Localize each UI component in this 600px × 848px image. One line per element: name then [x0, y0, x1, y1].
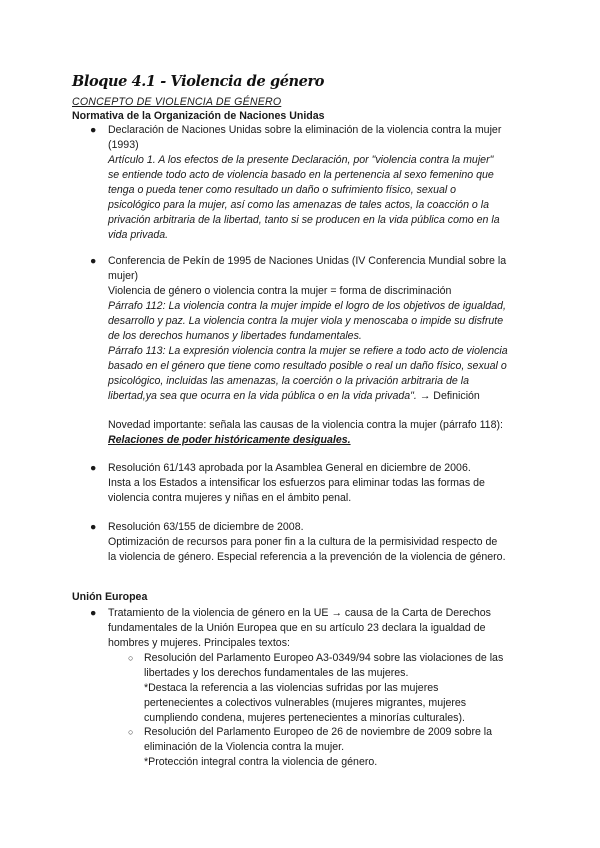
sub-bullet-icon: ○ [128, 653, 134, 663]
bullet-icon: ● [90, 124, 97, 136]
ue-sub-item-1 [144, 651, 503, 726]
text-line [108, 389, 508, 404]
text-line: Tratamiento de la violencia de género en la UE → causa de la Carta de Derechos [108, 607, 491, 619]
novedad-emphasis: Relaciones de poder históricamente desiguales. [108, 434, 351, 446]
paragraph-text: Párrafo 112: La violencia contra la mujer impide el logro de los objetivos de igualdad, [108, 300, 506, 312]
ue-item-1 [108, 606, 491, 651]
onu-item-2 [108, 254, 508, 448]
onu-item-1 [108, 123, 501, 243]
text-line: *Destaca la referencia a las violencias sufridas por las mujeres [144, 682, 439, 694]
article-1-text: se entiende todo acto de violencia basado en la pertenencia al sexo femenino que [108, 169, 494, 181]
text-line: la violencia de género. Especial referencia a la prevención de la violencia de género. [108, 551, 506, 563]
text-line: Resolución del Parlamento Europeo de 26 de noviembre de 2009 sobre la [144, 726, 493, 738]
article-1-text: privación arbitraria de la libertad, tanto si se producen en la vida pública como en la [108, 214, 500, 226]
text-line: hombres y mujeres. Principales textos: [108, 637, 290, 649]
text-line: libertades y los derechos fundamentales de las mujeres. [144, 667, 409, 679]
text-line: Resolución del Parlamento Europeo A3-0349/94 sobre las violaciones de las [144, 652, 504, 664]
text-line: Resolución 61/143 aprobada por la Asamblea General en diciembre de 2006. [108, 462, 471, 474]
text-line: Violencia de género o violencia contra la mujer = forma de discriminación [108, 285, 452, 297]
text-line: fundamentales de la Unión Europea que en su artículo 23 declara la igualdad de [108, 622, 486, 634]
onu-item-3 [108, 461, 485, 506]
text-line: *Protección integral contra la violencia de género. [144, 756, 378, 768]
ue-section-heading: Unión Europea [72, 591, 148, 603]
text-line: mujer) [108, 270, 139, 282]
article-1-text: tenga o pueda tener como resultado un daño o sufrimiento físico, sexual o [108, 184, 457, 196]
page-title: Bloque 4.1 - Violencia de género [72, 73, 325, 90]
bullet-icon: ● [90, 521, 97, 533]
bullet-icon: ● [90, 255, 97, 267]
paragraph-text: libertad,ya sea que ocurra en la vida pública o en la vida privada". [108, 390, 417, 402]
article-1-text: vida privada. [108, 229, 169, 241]
paragraph-text: Párrafo 113: La expresión violencia contra la mujer se refiere a todo acto de violencia [108, 345, 508, 357]
ue-sub-item-2 [144, 725, 492, 770]
text-line: violencia contra mujeres y niñas en el ámbito penal. [108, 492, 352, 504]
article-1-text: Artículo 1. A los efectos de la presente Declaración, por "violencia contra la mujer" [108, 154, 494, 166]
bullet-icon: ● [90, 607, 97, 619]
paragraph-text: de los derechos humanos y libertades fundamentales. [108, 330, 362, 342]
article-1-text: psicológico para la mujer, así como las amenazas de tales actos, la coacción o la [108, 199, 489, 211]
text-line: eliminación de la Violencia contra la mujer. [144, 741, 345, 753]
text-line: Declaración de Naciones Unidas sobre la eliminación de la violencia contra la mujer [108, 124, 502, 136]
onu-item-4 [108, 520, 506, 565]
paragraph-text: desarrollo y paz. La violencia contra la mujer viola y menoscaba o impide su disfrute [108, 315, 504, 327]
paragraph-text: psicológico, incluidas las amenazas, la coerción o la privación arbitraria de la [108, 375, 469, 387]
text-line: Resolución 63/155 de diciembre de 2008. [108, 521, 304, 533]
text-line: (1993) [108, 139, 139, 151]
sub-bullet-icon: ○ [128, 727, 134, 737]
spacer [108, 404, 508, 418]
bullet-icon: ● [90, 462, 97, 474]
text-line: Conferencia de Pekín de 1995 de Naciones Unidas (IV Conferencia Mundial sobre la [108, 255, 507, 267]
onu-section-heading: Normativa de la Organización de Naciones Unidas [72, 110, 325, 122]
paragraph-text: basado en el género que tiene como resultado posible o real un daño físico, sexual o [108, 360, 507, 372]
text-line: pertenecientes a colectivos vulnerables (mujeres migrantes, mujeres [144, 697, 467, 709]
novedad-text: Novedad importante: señala las causas de la violencia contra la mujer (párrafo 118): [108, 419, 503, 431]
definition-note: → Definición [416, 390, 480, 402]
text-line: Insta a los Estados a intensificar los esfuerzos para eliminar todas las formas de [108, 477, 485, 489]
concept-heading: CONCEPTO DE VIOLENCIA DE GÉNERO [72, 96, 282, 108]
text-line: cumpliendo condena, mujeres pertenecientes a minorías culturales). [144, 712, 465, 724]
text-line: Optimización de recursos para poner fin a la cultura de la permisividad respecto de [108, 536, 498, 548]
